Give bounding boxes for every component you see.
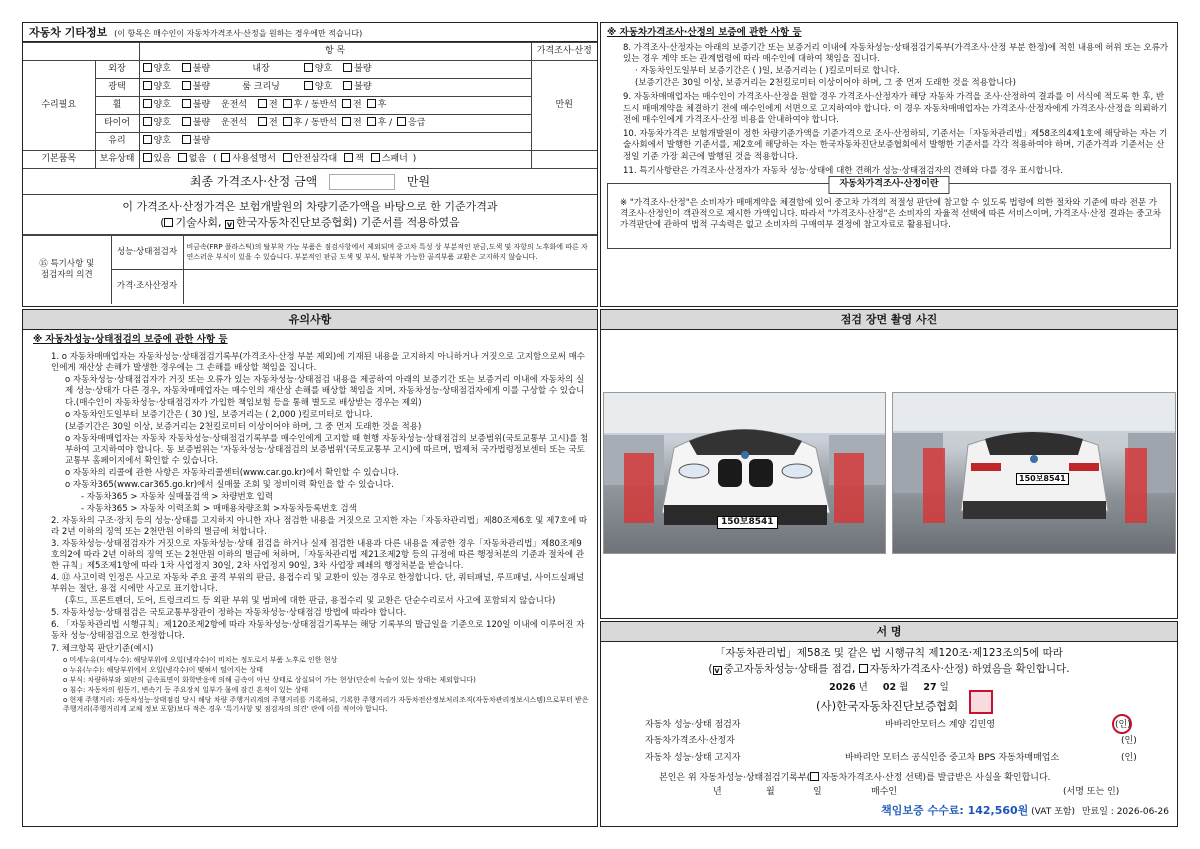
price-definition-text: ※ "가격조사·산정"은 소비자가 매매계약을 체결함에 있어 중고차 가격의 적절성 판단에 참고할 수 있도록 법령에 의한 절차와 기준에 따라 전문 가격조사·산정인이 객관적으로 제시한 가액입니다. 따라서 "가격조사·산정"은 소비자의 자율적 선택에 따른 서비스이며, 가격조사·산정 결과는 중고차 가격판단에 관하여 법적 구속력은 없고 소비자의 구매여부 결정에 참고자료로 활용됩니다. bbox=[620, 197, 1161, 231]
opt-label: 불량 bbox=[192, 64, 211, 75]
checkbox[interactable] bbox=[367, 117, 376, 126]
basis-opt1: 기술사회, bbox=[175, 216, 222, 229]
signer-value: 바바리안 모터스 공식인증 중고차 BPS 자동차매매업소 bbox=[845, 752, 1060, 763]
signer-row-2 bbox=[645, 736, 1165, 747]
opt-label: 불량 bbox=[192, 118, 211, 129]
opt-label: 있음 bbox=[153, 154, 171, 165]
opt-label: 없음 bbox=[188, 154, 207, 165]
checkbox[interactable] bbox=[258, 117, 267, 126]
sign-law-line: 「자동차관리법」제58조 및 같은 법 시행규칙 제120조·제123조의5에 따라 bbox=[715, 647, 1063, 659]
signer-label: 자동차가격조사·산정자 bbox=[645, 735, 735, 746]
checkbox[interactable] bbox=[182, 135, 191, 144]
checkbox[interactable] bbox=[859, 664, 868, 673]
criteria-5: ο 현재 주행거리: 자동차성능·상태점검 당시 해당 차량 주행거리계의 주행거리를 기록하되, 기록한 주행거리가 자동차전산정보처리조직(자동차관리정보시스템)으로부터 받은 주행거리(주행거리계 교체 정보 포함)보다 적은 경우 '특기사항 및 점검자의 의견' 란에 이를 적어야 합니다. bbox=[63, 695, 589, 714]
opt-label: 불량 bbox=[354, 82, 372, 93]
checkbox-checked[interactable]: v bbox=[714, 666, 720, 675]
opt-label: 불량 bbox=[354, 64, 372, 75]
note-1f: ο 자동차의 리콜에 관한 사항은 자동차리콜센터(www.car.go.kr)에서 확인할 수 있습니다. bbox=[65, 467, 399, 478]
checkbox[interactable] bbox=[258, 99, 267, 108]
seat-label: 운전석 bbox=[221, 100, 248, 111]
sign-year: 2026 bbox=[829, 682, 856, 693]
checkbox[interactable] bbox=[182, 63, 191, 72]
final-price-label: 최종 가격조사·산정 금액 bbox=[189, 174, 318, 189]
other-info-title: 자동차 기타정보 bbox=[29, 26, 108, 39]
note-1e: ο 자동차매매업자는 자동차 자동차성능·상태점검기록부를 매수인에게 고지할 때 현행 자동차성능·상태점검의 보증범위(국토교통부 고시)를 첨부하여 고지하여야 합니다. 동 보증범위는 '자동차성능·상태점검의 보증범위'(국토교통부 고시)에 따르며, 법제처 국가법령정보센터 또는 국토교통부 홈페이지에서 확인할 수 있습니다. bbox=[65, 433, 589, 466]
checkbox-checked[interactable]: v bbox=[226, 220, 233, 229]
front-plate: 150보8541 bbox=[717, 516, 778, 529]
opt-label: 불량 bbox=[192, 100, 211, 111]
col-item-header: 항 목 bbox=[139, 43, 531, 61]
row-tire: 타이어 bbox=[95, 115, 139, 133]
opt-label: 양호 bbox=[153, 118, 171, 129]
note-1a: 1. ο 자동차매매업자는 자동차성능·상태점검기록부(가격조사·산정 부분 제외)에 기재된 내용을 고지하지 아니하거나 거짓으로 고지함으로써 매수인에게 재산상 손해가 발생한 경우에는 그 손해를 배상할 책임을 집니다. bbox=[51, 352, 586, 374]
opt-label: 양호 bbox=[314, 64, 333, 75]
fee-label: 책임보증 수수료: 142,560원 bbox=[881, 804, 1029, 818]
sign-day: 27 bbox=[923, 682, 937, 693]
checkbox[interactable] bbox=[182, 117, 191, 126]
para-8a: · 자동차인도일부터 보증기간은 ( )일, 보증거리는 ( )킬로미터로 합니다. bbox=[635, 65, 900, 76]
note-1b: ο 자동차성능·상태점검자가 거짓 또는 오류가 있는 자동차성능·상태점검 내용을 제공하여 아래의 보증기간 또는 보증거리 이내에 자동차의 실제 성능·상태가 다른 경우, 자동차매매업자는 매수인의 재산상 손해를 배상할 책임을 지며, 자동차성능·상태점검자에게 이를 구상할 수 있습니다.(매수인이 자동차성능·상태점검자가 가입한 책임보험 등을 통해 별도로 배상받는 경우는 제외) bbox=[65, 375, 585, 408]
checkbox[interactable] bbox=[283, 153, 292, 162]
checkbox[interactable] bbox=[343, 81, 352, 90]
confirm-text-2: 자동차가격조사·산정 선택)를 발급받은 사실을 확인합니다. bbox=[821, 772, 1051, 783]
perf-label: 성능·상태점검자 bbox=[111, 236, 183, 270]
checkbox[interactable] bbox=[178, 153, 187, 162]
signature-panel: 서 명 「자동차관리법」제58조 및 같은 법 시행규칙 제120조·제123조의5에 따라 ( v 중고자동차성능·상태를 점검, 자동차가격조사·산정) 하였음을 확인합니다. 2026 년 02 월 27 일 (사)한국자동차진단보증협회 자동차 성능·상태 점검자 바바리안모터스 계양 김민영 (인) 자동차가격조사·산정자 (인) 자동차 성능·상태 고지자 바바리안 모터스 공식인증 중고차 BPS 자동차매매업소 (인) 본인은 위 자동차성능·상태점검기록부( 자동차가격조사·산정 선택)를 발급받은 사실을 확인합니다. 년 월 일 매수인 (서명 또는 인) 책임보증 수수료: 142,560원 (VAT 포함) 만료일 : 2026-06-26 bbox=[600, 621, 1178, 827]
notes-subtitle: ※ 자동차성능·상태점검의 보증에 관한 사항 등 bbox=[33, 334, 228, 345]
note-3: 3. 자동차성능·상태점검자가 거짓으로 자동차성능·상태 점검을 하거나 실제 점검한 내용과 다른 내용을 제공한 경우「자동차관리법」제80조제9호의2에 따라 2년 이하의 징역 또는 2천만원 이하의 벌금에 처하며,「자동차관리법 제21조제2항 등의 규정에 따른 행정처분의 기준과 절차에 관한 규칙」제5조제1항에 따라 1차 사업정지 30일, 2차 사업정지 90일, 3차 사업장 폐쇄의 행정처분을 받습니다. bbox=[51, 539, 584, 572]
price-guarantee-title: ※ 자동차가격조사·산정의 보증에 관한 사항 등 bbox=[607, 27, 802, 38]
signer-value: 바바리안모터스 계양 김민영 bbox=[885, 719, 996, 730]
seat-label: 운전석 bbox=[221, 118, 248, 129]
checkbox[interactable] bbox=[283, 99, 292, 108]
other-info-panel bbox=[22, 22, 598, 307]
buyer-label: 매수인 bbox=[871, 787, 898, 798]
criteria-3: ο 부식: 차량하부와 외판의 금속표면이 화학반응에 의해 금속이 아닌 상태로 상실되어 가는 현상(단순히 녹슬어 있는 상태는 제외합니다) bbox=[63, 675, 476, 684]
sign-year-label: 년 bbox=[858, 682, 868, 693]
date-day-label: 일 bbox=[813, 787, 822, 798]
criteria-4: ο 침수: 자동차의 원동기, 변속기 등 주요장치 일부가 물에 잠긴 흔적이 있는 상태 bbox=[63, 685, 309, 694]
opt-label: 전 bbox=[269, 118, 278, 129]
criteria-2: ο 누유(누수): 해당부위에서 오일(냉각수)이 맺혀서 떨어지는 상태 bbox=[63, 665, 263, 674]
sign-month-label: 월 bbox=[899, 682, 909, 693]
checkbox[interactable] bbox=[343, 63, 352, 72]
basis-opt2: 한국자동차진단보증협회) 기준서를 적용하였음 bbox=[236, 216, 460, 229]
row-gloss: 광택 bbox=[95, 79, 139, 97]
special-table bbox=[23, 235, 597, 304]
rear-car-photo bbox=[892, 392, 1176, 554]
opt-label: 전 bbox=[269, 100, 278, 111]
opt-label: 전 bbox=[352, 100, 362, 111]
opt-label: 스패너 bbox=[381, 154, 408, 165]
para-9: 9. 자동차매매업자는 매수인이 가격조사·산정을 원할 경우 가격조사·산정자가 해당 자동차 가격을 조사·산정하여 결과를 이 서식에 적도록 한 후, 반드시 매매계약을 체결하기 전에 매수인에게 서면으로 고지하여야 합니다. 이 경우 자동차매매업자는 가격조사·산정자에게 가격조사·산정을 의뢰하기 전에 매수인에게 가격조사·산정 비용을 안내하여야 합니다. bbox=[623, 92, 1168, 125]
checkbox[interactable] bbox=[143, 153, 152, 162]
opt-label: 전 bbox=[352, 118, 362, 129]
para-10: 10. 자동차가격은 보험개발원이 정한 차량기준가액을 기준가격으로 조사·산정하되, 기준서는「자동차관리법」제58조의4제1호에 해당하는 자는 기술사회에서 발행한 기준서를, 제2호에 해당하는 자는 한국자동차진단보증협회에서 발행한 기준서를 각각 적용하여야 하며, 기준가격과 기준서는 산정일 기준 가장 최근에 발행된 것을 적용합니다. bbox=[623, 129, 1168, 162]
signer-mark: (인) bbox=[1115, 719, 1131, 730]
opt-label: 잭 bbox=[355, 154, 364, 165]
opt-label: 후 / bbox=[377, 118, 393, 129]
final-price-input[interactable] bbox=[329, 174, 395, 190]
opt-label: 사용설명서 bbox=[232, 154, 276, 165]
opt-label: 후 bbox=[377, 100, 387, 111]
checkbox[interactable] bbox=[164, 218, 173, 227]
checkbox[interactable] bbox=[342, 117, 351, 126]
checkbox[interactable] bbox=[143, 135, 152, 144]
row-interior: 내장 bbox=[252, 64, 270, 75]
note-2: 2. 자동차의 구조·장치 등의 성능·상태를 고지하지 아니한 자나 점검한 내용을 거짓으로 고지한 자는「자동차관리법」제80조제6호 및 제7호에 따라 2년 이하의 징역 또는 2천만원 이하의 벌금에 처합니다. bbox=[51, 516, 588, 538]
buyer-sign-mark: (서명 또는 인) bbox=[1063, 787, 1120, 798]
org-seal-icon bbox=[969, 690, 993, 714]
col-price-header: 가격조사·산정 bbox=[531, 43, 597, 61]
other-info-table: 항 목 가격조사·산정 수리필요 외장 양호 불량 내장 양호 불량 만원 광택 양호 불량 룸 크리닝 양호 불량 휠 양호 불량 운전석 전 후 / 동반석 전 후 타이어 양호 불량 운전석 전 후 / 동반석 전 후 / 응급 유리 양호 불량 기본품목 보유상태 있음 없음 ( 사용설명서 안전삼각대 잭 스패너 ) bbox=[23, 42, 597, 169]
expire-date: 만료일 : 2026-06-26 bbox=[1081, 807, 1169, 818]
checkbox[interactable] bbox=[344, 153, 353, 162]
opt-label: 안전삼각대 bbox=[293, 154, 338, 165]
basis-block: 이 가격조사·산정가격은 보험개발원의 차량기준가액을 바탕으로 한 기준가격과 ( 기술사회, v 한국자동차진단보증협회) 기준서를 적용하였음 bbox=[23, 195, 597, 235]
opt-label: 양호 bbox=[314, 82, 333, 93]
note-1d: (보증기간은 30일 이상, 보증거리는 2천킬로미터 이상이어야 하며, 그 중 먼저 도래한 것을 적용) bbox=[65, 421, 422, 432]
price-guarantee-panel bbox=[600, 22, 1178, 307]
signer-mark: (인) bbox=[1121, 752, 1137, 763]
opt-label: 양호 bbox=[153, 64, 171, 75]
signer-row-1 bbox=[645, 720, 1165, 731]
note-1g: ο 자동차365(www.car365.go.kr)에서 실매물 조회 및 정비이력 확인을 할 수 있습니다. bbox=[65, 479, 394, 490]
note-4b: (후드, 프론트펜더, 도어, 트렁크리드 등 외판 부위 및 범퍼에 대한 판금, 용접수리 및 교환은 단순수리로서 사고에 포함되지 않습니다) bbox=[65, 596, 556, 607]
final-price-unit: 만원 bbox=[406, 174, 431, 189]
photos-title: 점검 장면 촬영 사진 bbox=[601, 310, 1177, 330]
sign-month: 02 bbox=[882, 682, 897, 693]
rear-plate: 150보8541 bbox=[1016, 473, 1069, 485]
signature-title: 서 명 bbox=[601, 622, 1177, 642]
buyer-date-line bbox=[601, 787, 1177, 803]
para-8b: (보증기간은 30일 이상, 보증거리는 2천킬로미터 이상이어야 하며, 그 중 먼저 도래한 것을 적용합니다) bbox=[635, 78, 1016, 89]
basic-label: 기본품목 bbox=[23, 151, 95, 169]
checkbox[interactable] bbox=[304, 63, 313, 72]
row-room-cleaning: 룸 크리닝 bbox=[242, 82, 280, 93]
price-unit: 만원 bbox=[531, 61, 597, 151]
sign-day-label: 일 bbox=[939, 682, 949, 693]
checkbox[interactable] bbox=[810, 772, 819, 781]
criteria-1: ο 미세누유(미세누수): 해당부위에 오일(냉각수)이 비치는 정도로서 부품 노후로 인한 현상 bbox=[63, 655, 338, 664]
opt-label: 후 / 동반석 bbox=[293, 100, 338, 111]
para-11: 11. 특기사항란은 가격조사·산정자가 자동차 성능·상태에 대한 견해가 성능·상태점검자의 견해와 다를 경우 표시합니다. bbox=[623, 165, 1063, 176]
date-year-label: 년 bbox=[713, 787, 722, 798]
note-7: 7. 체크항목 판단기준(예시) bbox=[51, 643, 154, 654]
basis-text: 이 가격조사·산정가격은 보험개발원의 차량기준가액을 바탕으로 한 기준가격과 bbox=[122, 200, 498, 213]
opt-label: 불량 bbox=[192, 82, 211, 93]
notes-panel bbox=[22, 309, 598, 827]
sign-opt2: 자동차가격조사·산정) 하였음을 확인합니다. bbox=[869, 663, 1070, 675]
sign-date bbox=[601, 682, 1177, 694]
opt-label: 양호 bbox=[153, 82, 171, 93]
fee-line bbox=[601, 804, 1177, 818]
checkbox[interactable] bbox=[143, 99, 152, 108]
perf-text: 비금속(FRP 플라스틱)의 탈부착 가능 부품은 점검사항에서 제외되며 중고차 특성 상 부분적인 판금,도색 및 자항의 노후화에 따른 자연스러운 부식이 있을 수 있습니다. 부분적인 판금 도색 및 부식, 탈부착 가능한 골격부품 교환은 고지하지 않습니다. bbox=[183, 236, 597, 270]
special-label: ⑮ 특기사항 및 점검자의 의견 bbox=[23, 236, 111, 304]
checkbox[interactable] bbox=[221, 153, 230, 162]
note-1i: - 자동차365 > 자동차 이력조회 > 매매용차량조회 >자동차등록번호 검색 bbox=[81, 503, 357, 514]
opt-label: 응급 bbox=[408, 118, 426, 129]
note-1c: ο 자동차인도일부터 보증기간은 ( 30 )일, 보증거리는 ( 2,000 )킬로미터로 합니다. bbox=[65, 409, 373, 420]
checkbox[interactable] bbox=[367, 99, 376, 108]
signer-row-3 bbox=[645, 753, 1165, 764]
row-exterior: 외장 bbox=[95, 61, 139, 79]
opt-label: 양호 bbox=[153, 100, 171, 111]
checkbox[interactable] bbox=[283, 117, 292, 126]
para-8: 8. 가격조사·산정자는 아래의 보증기간 또는 보증거리 이내에 자동차성능·상태점검기록부(가격조사·산정 부분 한정)에 적힌 내용에 허위 또는 오류가 있는 경우 계약 또는 관계법령에 따라 매수인에 대하여 책임을 집니다. bbox=[623, 42, 1169, 64]
checkbox[interactable] bbox=[182, 81, 191, 90]
checkbox[interactable] bbox=[143, 63, 152, 72]
checkbox[interactable] bbox=[143, 81, 152, 90]
checkbox[interactable] bbox=[182, 99, 191, 108]
opt-label: 불량 bbox=[192, 136, 211, 147]
checkbox[interactable] bbox=[397, 117, 406, 126]
checkbox[interactable] bbox=[304, 81, 313, 90]
sign-opt1: 중고자동차성능·상태를 점검, bbox=[723, 663, 856, 675]
checkbox[interactable] bbox=[371, 153, 380, 162]
front-car-photo bbox=[603, 392, 886, 554]
repair-label: 수리필요 bbox=[23, 61, 95, 151]
opt-label: 양호 bbox=[153, 136, 171, 147]
front-car-drawing bbox=[604, 393, 886, 554]
buyer-confirm bbox=[601, 772, 1177, 784]
other-info-subtitle: (이 항목은 매수인이 자동차가격조사·산정을 원하는 경우에만 적습니다) bbox=[114, 29, 363, 38]
row-wheel: 휠 bbox=[95, 97, 139, 115]
notes-title: 유의사항 bbox=[23, 310, 597, 330]
photos-panel bbox=[600, 309, 1178, 619]
note-4: 4. ⑫ 사고이력 인정은 사고로 자동차 주요 골격 부위의 판금, 용접수리 및 교환이 있는 경우로 한정합니다. 단, 쿼터패널, 루프패널, 사이드실패널 부위는 절단, 용접 시에만 사고로 표기합니다. bbox=[51, 573, 585, 595]
basic-status: 보유상태 bbox=[95, 151, 139, 169]
signer-label: 자동차 성능·상태 고지자 bbox=[645, 752, 741, 763]
checkbox[interactable] bbox=[342, 99, 351, 108]
note-6: 6. 「자동차관리법 시행규칙」제120조제2항에 따라 자동차성능·상태점검기록부는 해당 기록부의 발급일을 기준으로 120일 이내에 이루어진 자동차 성능·상태점검으로 한정합니다. bbox=[51, 620, 585, 642]
sign-org: (사)한국자동차진단보증협회 bbox=[816, 698, 959, 713]
checkbox[interactable] bbox=[143, 117, 152, 126]
final-price-row bbox=[23, 169, 597, 195]
row-glass: 유리 bbox=[95, 133, 139, 151]
price-label: 가격·조사산정자 bbox=[111, 270, 183, 304]
price-definition-box bbox=[607, 178, 1171, 249]
opt-label: 후 / 동반석 bbox=[293, 118, 338, 129]
price-definition-title: 자동차가격조사·산정이란 bbox=[828, 176, 949, 194]
note-5: 5. 자동차성능·상태점검은 국토교통부장관이 정하는 자동차성능·상태점검 방법에 따라야 합니다. bbox=[51, 608, 407, 619]
signer-mark: (인) bbox=[1121, 735, 1137, 746]
fee-vat: (VAT 포함) bbox=[1031, 807, 1075, 818]
note-1h: - 자동차365 > 자동차 실매물검색 > 차량번호 입력 bbox=[81, 491, 274, 502]
confirm-text-1: 본인은 위 자동차성능·상태점검기록부( bbox=[659, 772, 811, 783]
signer-label: 자동차 성능·상태 점검자 bbox=[645, 719, 741, 730]
date-month-label: 월 bbox=[766, 787, 775, 798]
